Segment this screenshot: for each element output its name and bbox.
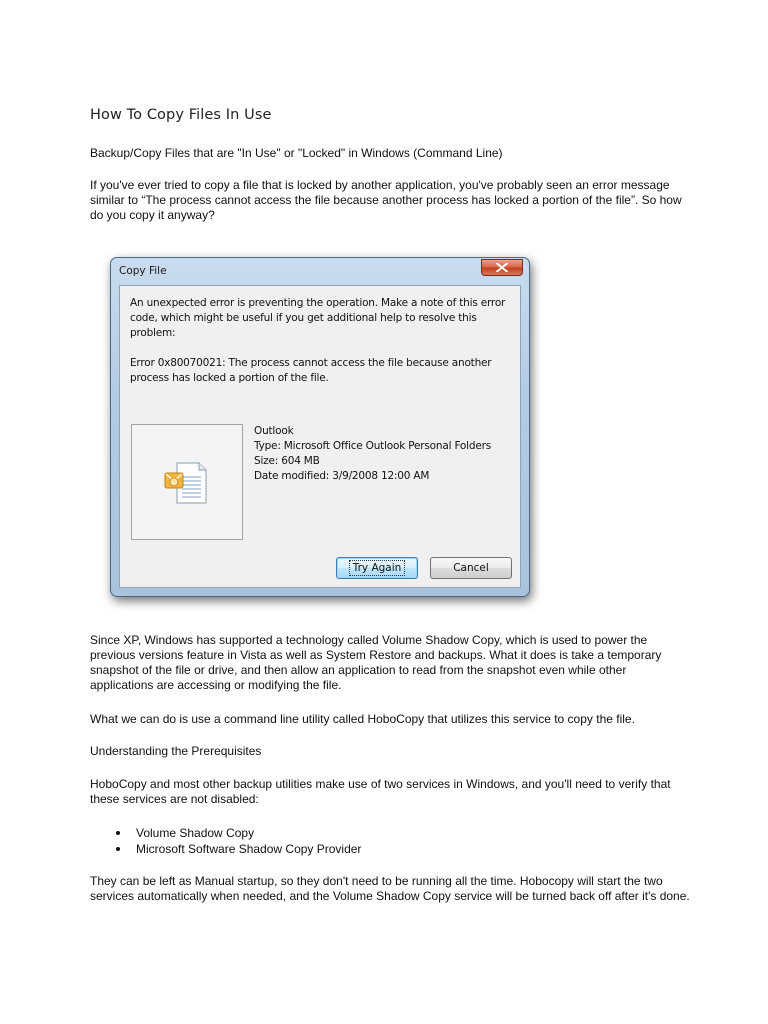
- file-size: Size: 604 MB: [254, 455, 320, 467]
- dialog-body: [119, 285, 521, 588]
- bullet-icon: [116, 831, 120, 835]
- file-preview: [131, 424, 243, 540]
- volume-shadow-copy-paragraph: Since XP, Windows has supported a technology called Volume Shadow Copy, which is used to power the previous versions feature in Vista as well as System Restore and backups. What it does is take a temporary snapshot of the file or drive, and then allow an application to read from the snapshot even while other applications are accessing or modifying the file.: [90, 633, 662, 692]
- copy-file-dialog-screenshot: [110, 257, 530, 597]
- intro-paragraph: If you've ever tried to copy a file that is locked by another application, you've probably seen an error message similar to “The process cannot access the file because another process has locked a portion of the file”. So how do you copy it anyway?: [90, 178, 682, 222]
- file-type: Type: Microsoft Office Outlook Personal Folders: [254, 440, 491, 452]
- hobocopy-paragraph: What we can do is use a command line utility called HoboCopy that utilizes this service to copy the file.: [90, 712, 635, 726]
- dialog-error: Error 0x80070021: The process cannot access the file because another process has locked a portion of the file.: [130, 357, 492, 384]
- close-button[interactable]: [481, 259, 523, 276]
- cancel-button[interactable]: Cancel: [430, 557, 512, 579]
- dialog-message: An unexpected error is preventing the operation. Make a note of this error code, which might be useful if you get additional help to resolve this problem:: [130, 297, 506, 339]
- file-name: Outlook: [254, 425, 294, 437]
- subtitle: Backup/Copy Files that are "In Use" or "Locked" in Windows (Command Line): [90, 146, 503, 160]
- try-again-label: Try Again: [352, 562, 402, 574]
- dialog-title: Copy File: [119, 265, 167, 277]
- try-again-button[interactable]: [336, 557, 418, 579]
- outlook-pst-file-icon: [163, 460, 209, 506]
- manual-startup-paragraph: They can be left as Manual startup, so they don't need to be running all the time. Hobocopy will start the two services automatically when needed, and the Volume Shadow Copy service will be turned back off after it's done.: [90, 874, 690, 903]
- list-item: Microsoft Software Shadow Copy Provider: [90, 841, 361, 857]
- bullet-icon: [116, 847, 120, 851]
- list-item: Volume Shadow Copy: [90, 825, 361, 841]
- services-list: [90, 825, 361, 857]
- prerequisites-heading: Understanding the Prerequisites: [90, 744, 262, 758]
- close-icon: [496, 263, 508, 272]
- file-date-modified: Date modified: 3/9/2008 12:00 AM: [254, 470, 430, 482]
- page-title: How To Copy Files In Use: [90, 107, 272, 123]
- file-details: [254, 424, 491, 484]
- services-paragraph: HoboCopy and most other backup utilities make use of two services in Windows, and you'll need to verify that these services are not disabled:: [90, 777, 671, 806]
